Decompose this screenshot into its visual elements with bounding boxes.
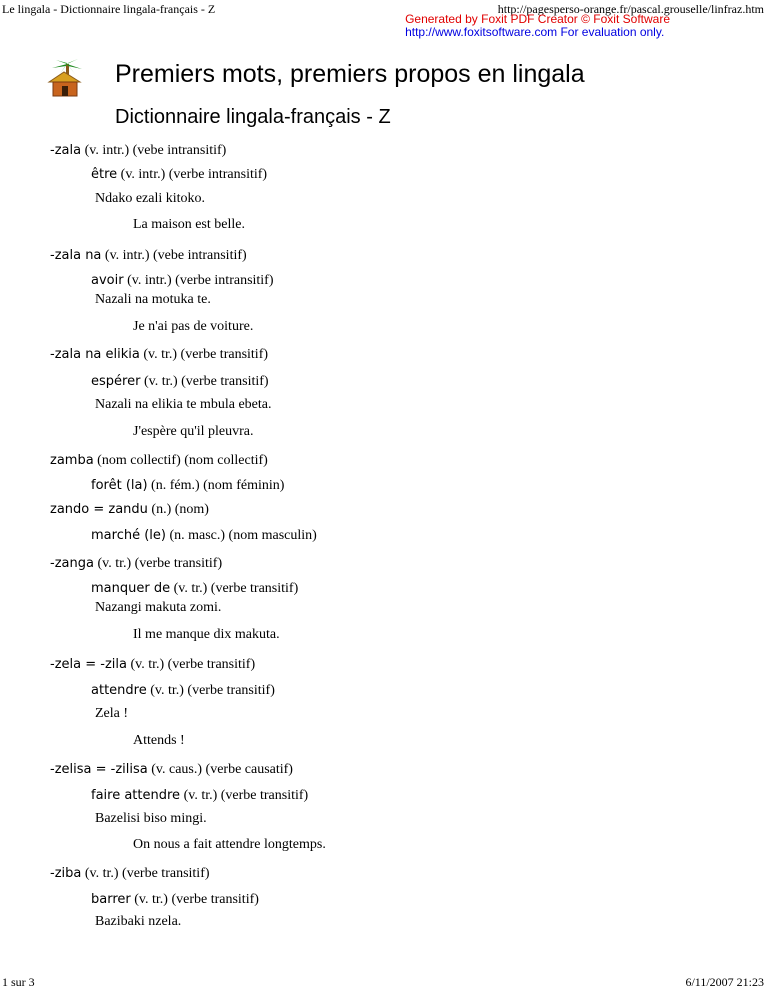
entry-headword-line — [50, 762, 293, 778]
entry-translation-line — [91, 683, 275, 699]
example-lingala: Nazali na elikia te mbula ebeta. — [95, 397, 272, 412]
example-french: J'espère qu'il pleuvra. — [133, 424, 254, 439]
translation: marché (le) — [91, 528, 166, 543]
example-lingala: Bazibaki nzela. — [95, 914, 182, 929]
entry-translation-line — [91, 892, 259, 908]
example-french: Il me manque dix makuta. — [133, 627, 280, 642]
entry-headword-line — [50, 866, 210, 882]
entry-translation-line — [91, 273, 274, 289]
entry-headword-line — [50, 502, 209, 518]
entry-headword-line — [50, 248, 247, 264]
header-url: http://pagesperso-orange.fr/pascal.grouselle/linfraz.htm — [497, 2, 764, 16]
headword: -zala — [50, 143, 82, 158]
entry-headword-line — [50, 657, 255, 673]
entry-headword-line — [50, 347, 268, 363]
headword: -zala na elikia — [50, 347, 140, 362]
headword: -zelisa = -zilisa — [50, 762, 148, 777]
entry-headword-line — [50, 453, 268, 469]
example-french: Attends ! — [133, 733, 185, 748]
headword-grammar: (v. tr.) (verbe transitif) — [93, 556, 223, 571]
translation-grammar: (v. intr.) (verbe intransitif) — [123, 273, 274, 288]
translation: espérer — [91, 374, 141, 389]
headword: -ziba — [50, 866, 82, 881]
headword: zando = zandu — [50, 502, 148, 517]
example-lingala: Nazangi makuta zomi. — [95, 600, 222, 615]
entry-translation-line — [91, 528, 317, 544]
watermark-line-1: Generated by Foxit PDF Creator © Foxit Software — [405, 12, 670, 26]
translation: manquer de — [91, 581, 171, 596]
translation: attendre — [91, 683, 147, 698]
page-title: Premiers mots, premiers propos en lingala — [115, 60, 585, 88]
translation: forêt (la) — [91, 478, 148, 493]
entry-translation-line — [91, 478, 284, 494]
hut-icon — [44, 58, 88, 98]
entry-translation-line — [91, 788, 308, 804]
translation-grammar: (n. fém.) (nom féminin) — [147, 478, 285, 493]
example-lingala: Zela ! — [95, 706, 129, 721]
entry-headword-line — [50, 143, 226, 159]
translation: faire attendre — [91, 788, 181, 803]
watermark-line-2: http://www.foxitsoftware.com For evaluation only. — [405, 25, 665, 39]
example-french: Je n'ai pas de voiture. — [133, 319, 254, 334]
translation: être — [91, 167, 118, 182]
entry-headword-line — [50, 556, 222, 572]
headword-grammar: (v. tr.) (verbe transitif) — [81, 866, 210, 881]
headword-grammar: (v. intr.) (vebe intransitif) — [81, 143, 227, 158]
print-timestamp: 6/11/2007 21:23 — [685, 975, 764, 989]
translation-grammar: (v. tr.) (verbe transitif) — [140, 374, 269, 389]
headword-grammar: (v. tr.) (verbe transitif) — [139, 347, 269, 362]
headword-grammar: (v. caus.) (verbe causatif) — [147, 762, 293, 777]
translation: barrer — [91, 892, 131, 907]
example-lingala: Bazelisi biso mingi. — [95, 811, 207, 826]
foxit-watermark — [405, 13, 670, 39]
headword-grammar: (v. tr.) (verbe transitif) — [126, 657, 256, 672]
headword: zamba — [50, 453, 94, 468]
headword: -zela = -zila — [50, 657, 127, 672]
entry-translation-line — [91, 581, 298, 597]
headword-grammar: (nom collectif) (nom collectif) — [93, 453, 268, 468]
translation: avoir — [91, 273, 124, 288]
translation-grammar: (v. tr.) (verbe transitif) — [130, 892, 259, 907]
page-number: 1 sur 3 — [2, 975, 35, 989]
example-french: On nous a fait attendre longtemps. — [133, 837, 326, 852]
headword-grammar: (n.) (nom) — [147, 502, 209, 517]
page-subtitle: Dictionnaire lingala-français - Z — [115, 106, 391, 128]
headword-grammar: (v. intr.) (vebe intransitif) — [101, 248, 247, 263]
entry-translation-line — [91, 374, 269, 390]
header-page-title: Le lingala - Dictionnaire lingala-français - Z — [2, 2, 216, 16]
translation-grammar: (v. tr.) (verbe transitif) — [180, 788, 309, 803]
translation-grammar: (v. intr.) (verbe intransitif) — [117, 167, 268, 182]
example-lingala: Nazali na motuka te. — [95, 292, 211, 307]
entry-translation-line — [91, 167, 267, 183]
translation-grammar: (v. tr.) (verbe transitif) — [170, 581, 299, 596]
headword: -zala na — [50, 248, 102, 263]
translation-grammar: (n. masc.) (nom masculin) — [165, 528, 317, 543]
example-lingala: Ndako ezali kitoko. — [95, 191, 206, 206]
headword: -zanga — [50, 556, 94, 571]
example-french: La maison est belle. — [133, 217, 245, 232]
translation-grammar: (v. tr.) (verbe transitif) — [146, 683, 275, 698]
